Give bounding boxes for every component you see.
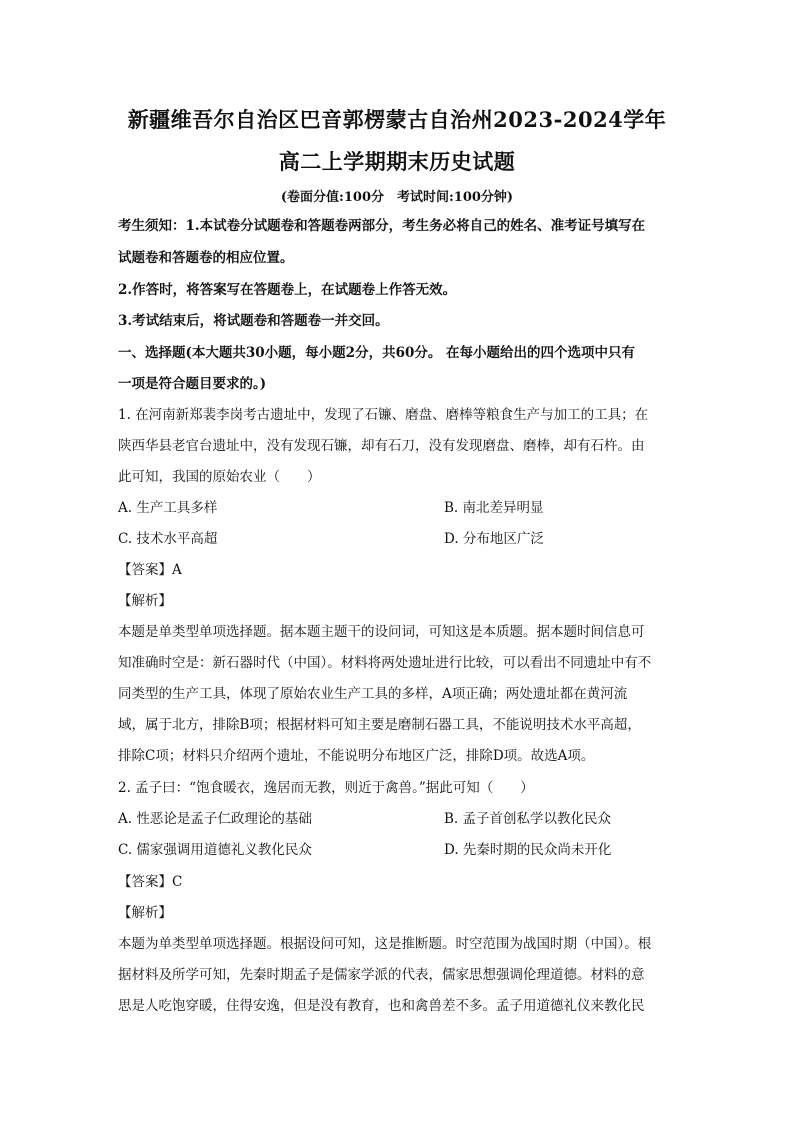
- question-2-analysis-label: 【解析】: [118, 905, 172, 921]
- notice-line: 2.作答时，将答案写在答题卷上，在试题卷上作答无效。: [118, 282, 457, 298]
- question-1-stem: 1. 在河南新郑裴李岗考古遗址中，发现了石镰、磨盘、磨棒等粮食生产与加工的工具；在: [118, 407, 649, 423]
- question-2-option-d: D. 先秦时期的民众尚未开化: [444, 842, 612, 858]
- question-2-analysis: 据材料及所学可知，先秦时期孟子是儒家学派的代表，儒家思想强调伦理道德。材料的意: [118, 967, 645, 983]
- question-1-analysis: 同类型的生产工具，体现了原始农业生产工具的多样，A项正确；两处遗址都在黄河流: [118, 686, 628, 702]
- question-1-analysis: 域，属于北方，排除B项；根据材料可知主要是磨制石器工具，不能说明技术水平高超，: [118, 717, 641, 733]
- notice-line: 3.考试结束后，将试题卷和答题卷一并交回。: [118, 313, 389, 329]
- question-1-analysis: 知准确时空是：新石器时代（中国）。材料将两处遗址进行比较，可以看出不同遗址中有不: [118, 655, 652, 671]
- question-1-option-c: C. 技术水平高超: [118, 531, 218, 547]
- question-1-stem: 此可知，我国的原始农业（ ）: [118, 469, 321, 485]
- question-1-stem: 陕西华县老官台遗址中，没有发现石镰，却有石刀，没有发现磨盘、磨棒，却有石杵。由: [118, 438, 645, 454]
- notice-line: 考生须知：1.本试卷分试题卷和答题卷两部分，考生务必将自己的姓名、准考证号填写在: [118, 218, 646, 234]
- exam-subtitle: (卷面分值:100分 考试时间:100分钟): [280, 190, 514, 205]
- question-2-answer: 【答案】C: [118, 874, 183, 890]
- question-2-analysis: 本题为单类型单项选择题。根据设问可知，这是推断题。时空范围为战国时期（中国）。根: [118, 936, 652, 952]
- exam-title-line-2: 高二上学期期末历史试题: [278, 149, 516, 174]
- question-1-analysis: 本题是单类型单项选择题。据本题主题干的设问词，可知这是本质题。据本题时间信息可: [118, 624, 645, 640]
- exam-title-line-1: 新疆维吾尔自治区巴音郭楞蒙古自治州2023-2024学年: [127, 107, 667, 132]
- question-2-option-b: B. 孟子首创私学以教化民众: [444, 811, 612, 827]
- question-2-stem: 2. 孟子曰：“饱食暖衣，逸居而无教，则近于禽兽。”据此可知（ ）: [118, 780, 534, 796]
- question-1-analysis: 排除C项；材料只介绍两个遗址，不能说明分布地区广泛，排除D项。故选A项。: [118, 748, 595, 764]
- question-2-option-a: A. 性恶论是孟子仁政理论的基础: [118, 811, 312, 827]
- question-2-analysis: 思是人吃饱穿暖，住得安逸，但是没有教育，也和禽兽差不多。孟子用道德礼仪来教化民: [118, 998, 645, 1014]
- question-1-option-b: B. 南北差异明显: [444, 500, 544, 516]
- question-1-option-d: D. 分布地区广泛: [444, 531, 544, 547]
- section-heading-line: 一项是符合题目要求的。): [118, 376, 267, 392]
- section-heading-line: 一、选择题(本大题共30小题，每小题2分，共60分。 在每小题给出的四个选项中只有: [118, 345, 636, 361]
- question-1-answer: 【答案】A: [118, 562, 182, 578]
- question-1-option-a: A. 生产工具多样: [118, 500, 218, 516]
- question-2-option-c: C. 儒家强调用道德礼义教化民众: [118, 842, 312, 858]
- question-1-analysis-label: 【解析】: [118, 593, 172, 609]
- notice-line: 试题卷和答题卷的相应位置。: [118, 250, 294, 266]
